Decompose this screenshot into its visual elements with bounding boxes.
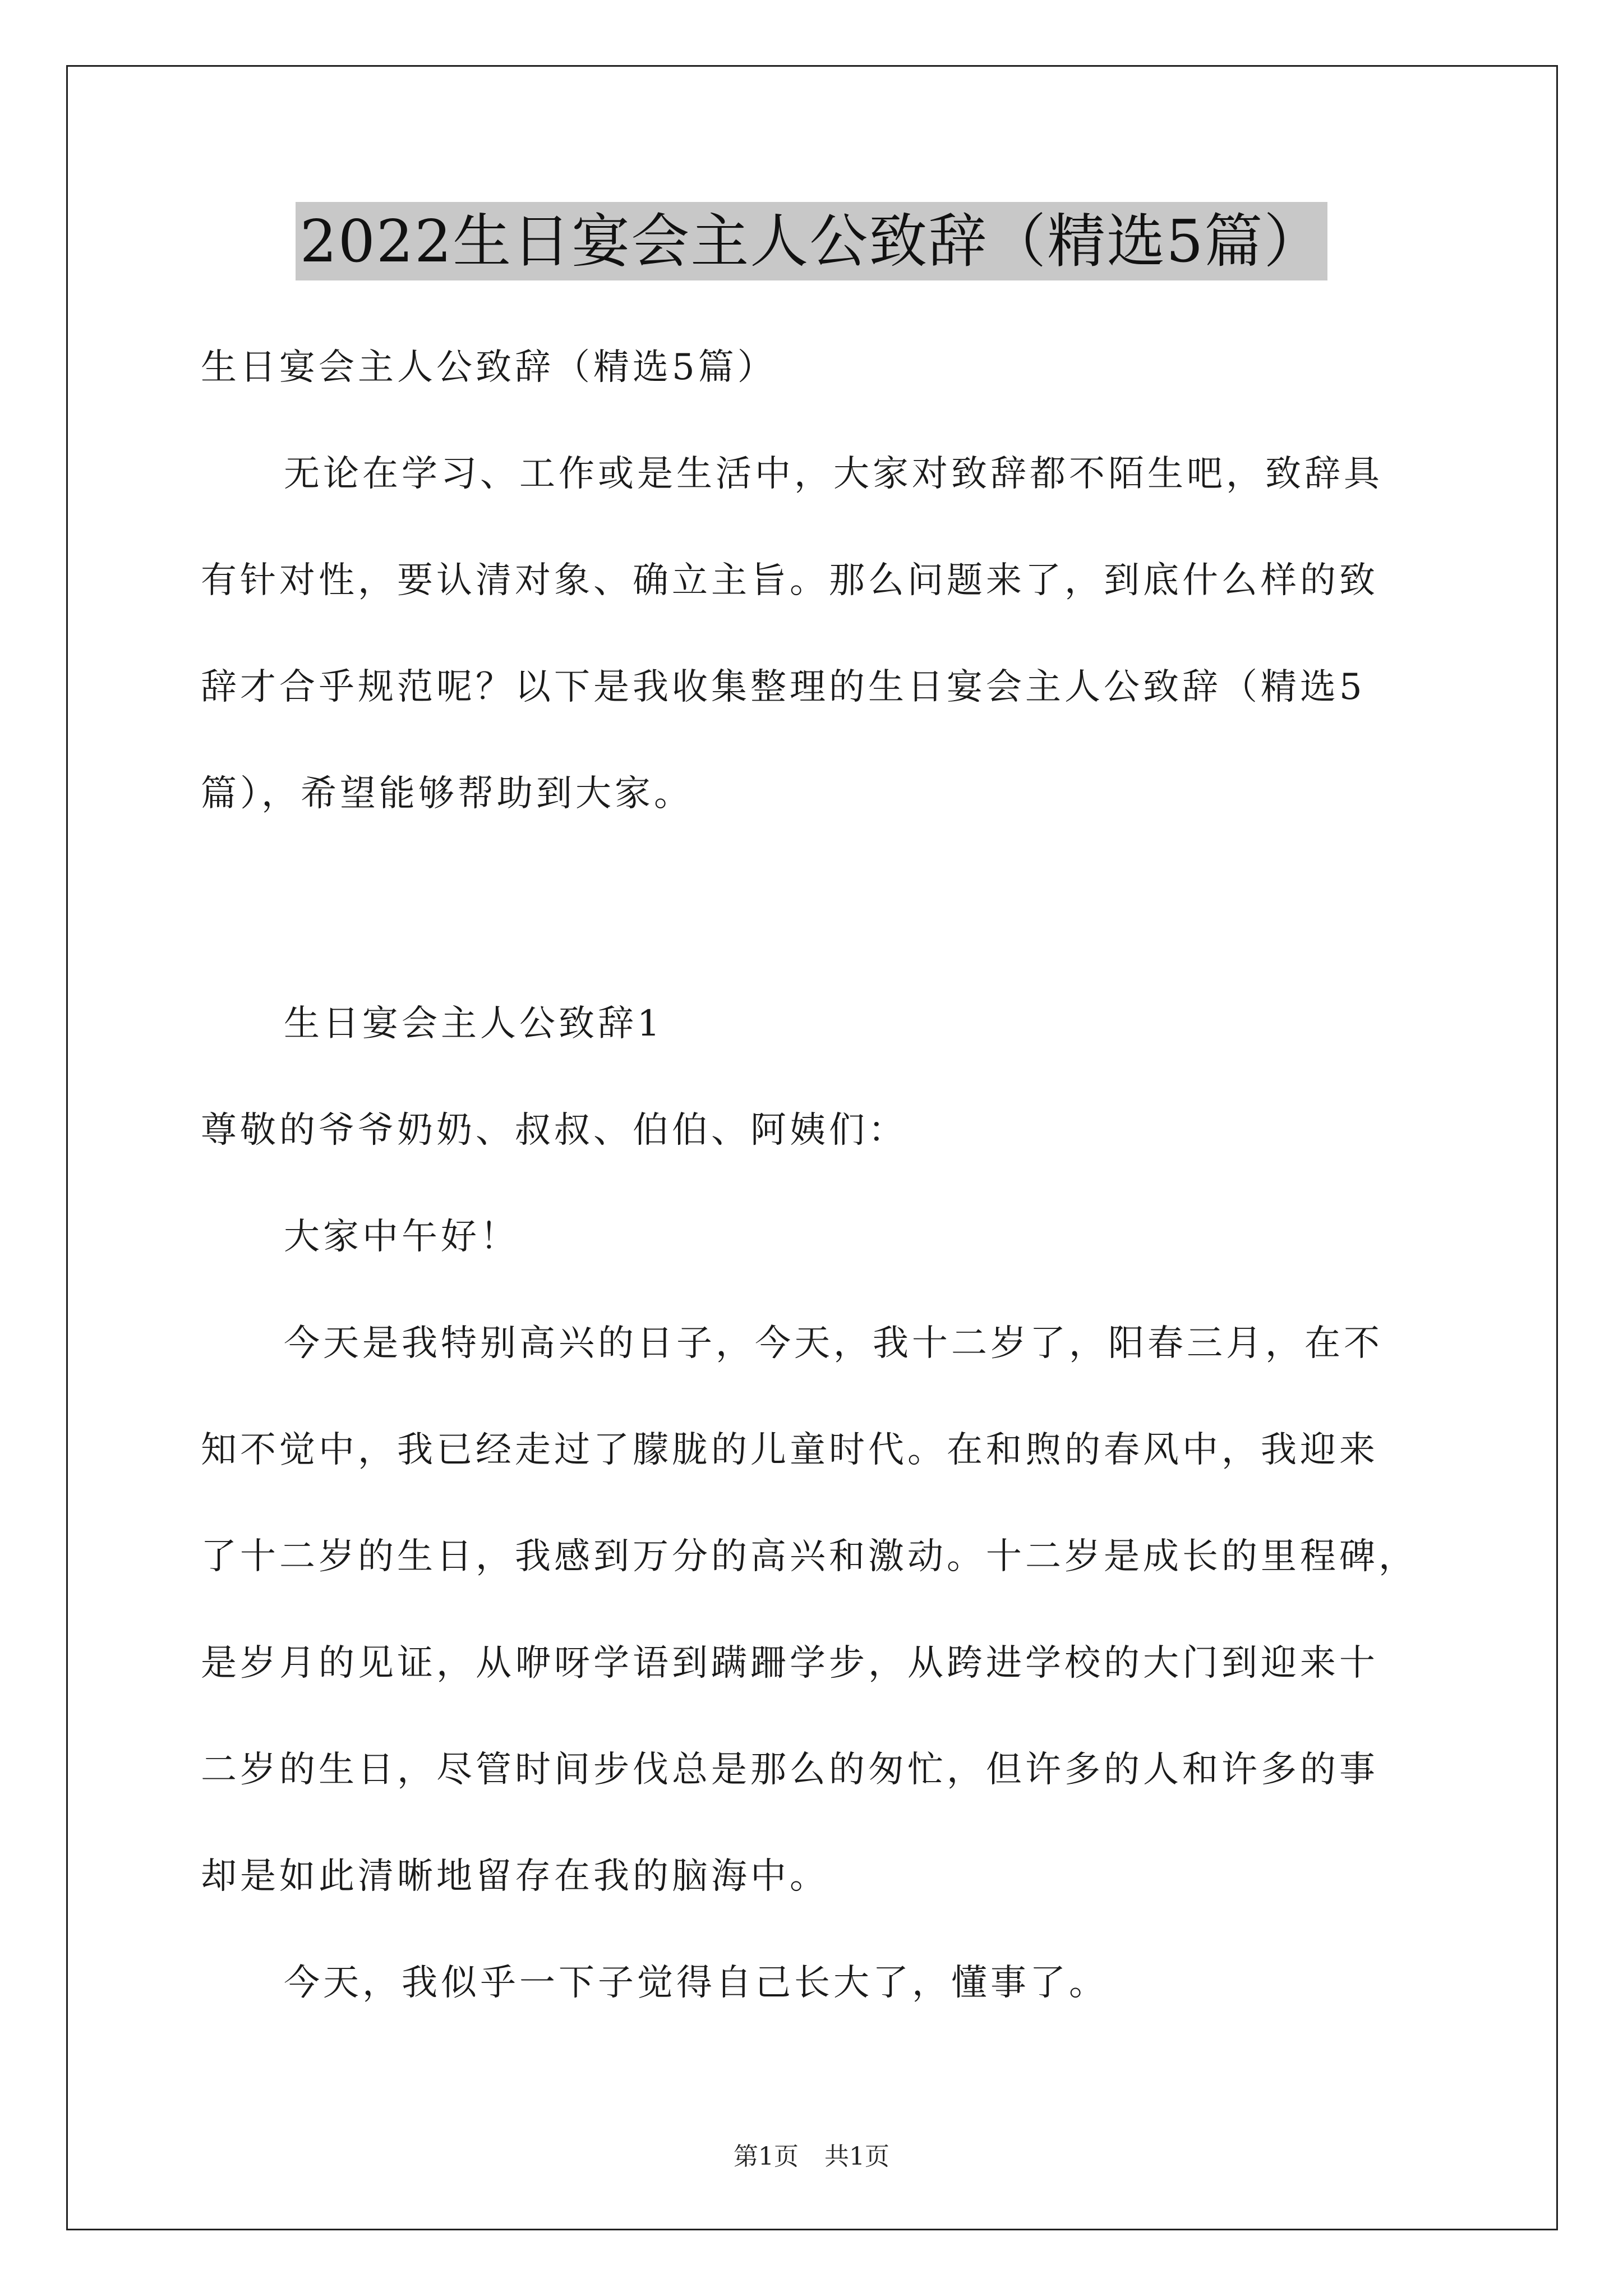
subtitle: 生日宴会主人公致辞（精选5篇）: [201, 347, 777, 388]
section-heading: 生日宴会主人公致辞1: [284, 1003, 663, 1045]
paragraph-line: 了十二岁的生日，我感到万分的高兴和激动。十二岁是成长的里程碑，: [201, 1536, 1418, 1577]
intro-line: 篇），希望能够帮助到大家。: [201, 773, 693, 815]
title-area: [0, 202, 1623, 280]
document-body: [201, 314, 1440, 2036]
paragraph-line: 知不觉中，我已经走过了朦胧的儿童时代。在和煦的春风中，我迎来: [201, 1429, 1378, 1471]
intro-line: 无论在学习、工作或是生活中，大家对致辞都不陌生吧，致辞具: [284, 453, 1383, 495]
page-number: 第1页: [734, 2142, 799, 2171]
intro-line: 辞才合乎规范呢？以下是我收集整理的生日宴会主人公致辞（精选5: [201, 666, 1366, 708]
paragraph-line: 是岁月的见证，从咿呀学语到蹒跚学步，从跨进学校的大门到迎来十: [201, 1642, 1378, 1684]
page-total: 共1页: [824, 2142, 889, 2171]
salutation: 尊敬的爷爷奶奶、叔叔、伯伯、阿姨们：: [201, 1110, 907, 1151]
paragraph-line: 二岁的生日，尽管时间步伐总是那么的匆忙，但许多的人和许多的事: [201, 1749, 1378, 1791]
greeting: 大家中午好！: [284, 1216, 519, 1258]
page-footer: [0, 2136, 1623, 2172]
paragraph-line: 今天，我似乎一下子觉得自己长大了，懂事了。: [284, 1962, 1108, 2004]
paragraph-line: 却是如此清晰地留存在我的脑海中。: [201, 1856, 829, 1897]
spacer: [201, 847, 1440, 970]
intro-line: 有针对性，要认清对象、确立主旨。那么问题来了，到底什么样的致: [201, 560, 1378, 601]
paragraph-line: 今天是我特别高兴的日子，今天，我十二岁了，阳春三月，在不: [284, 1323, 1383, 1364]
document-title: 2022生日宴会主人公致辞（精选5篇）: [296, 202, 1328, 280]
